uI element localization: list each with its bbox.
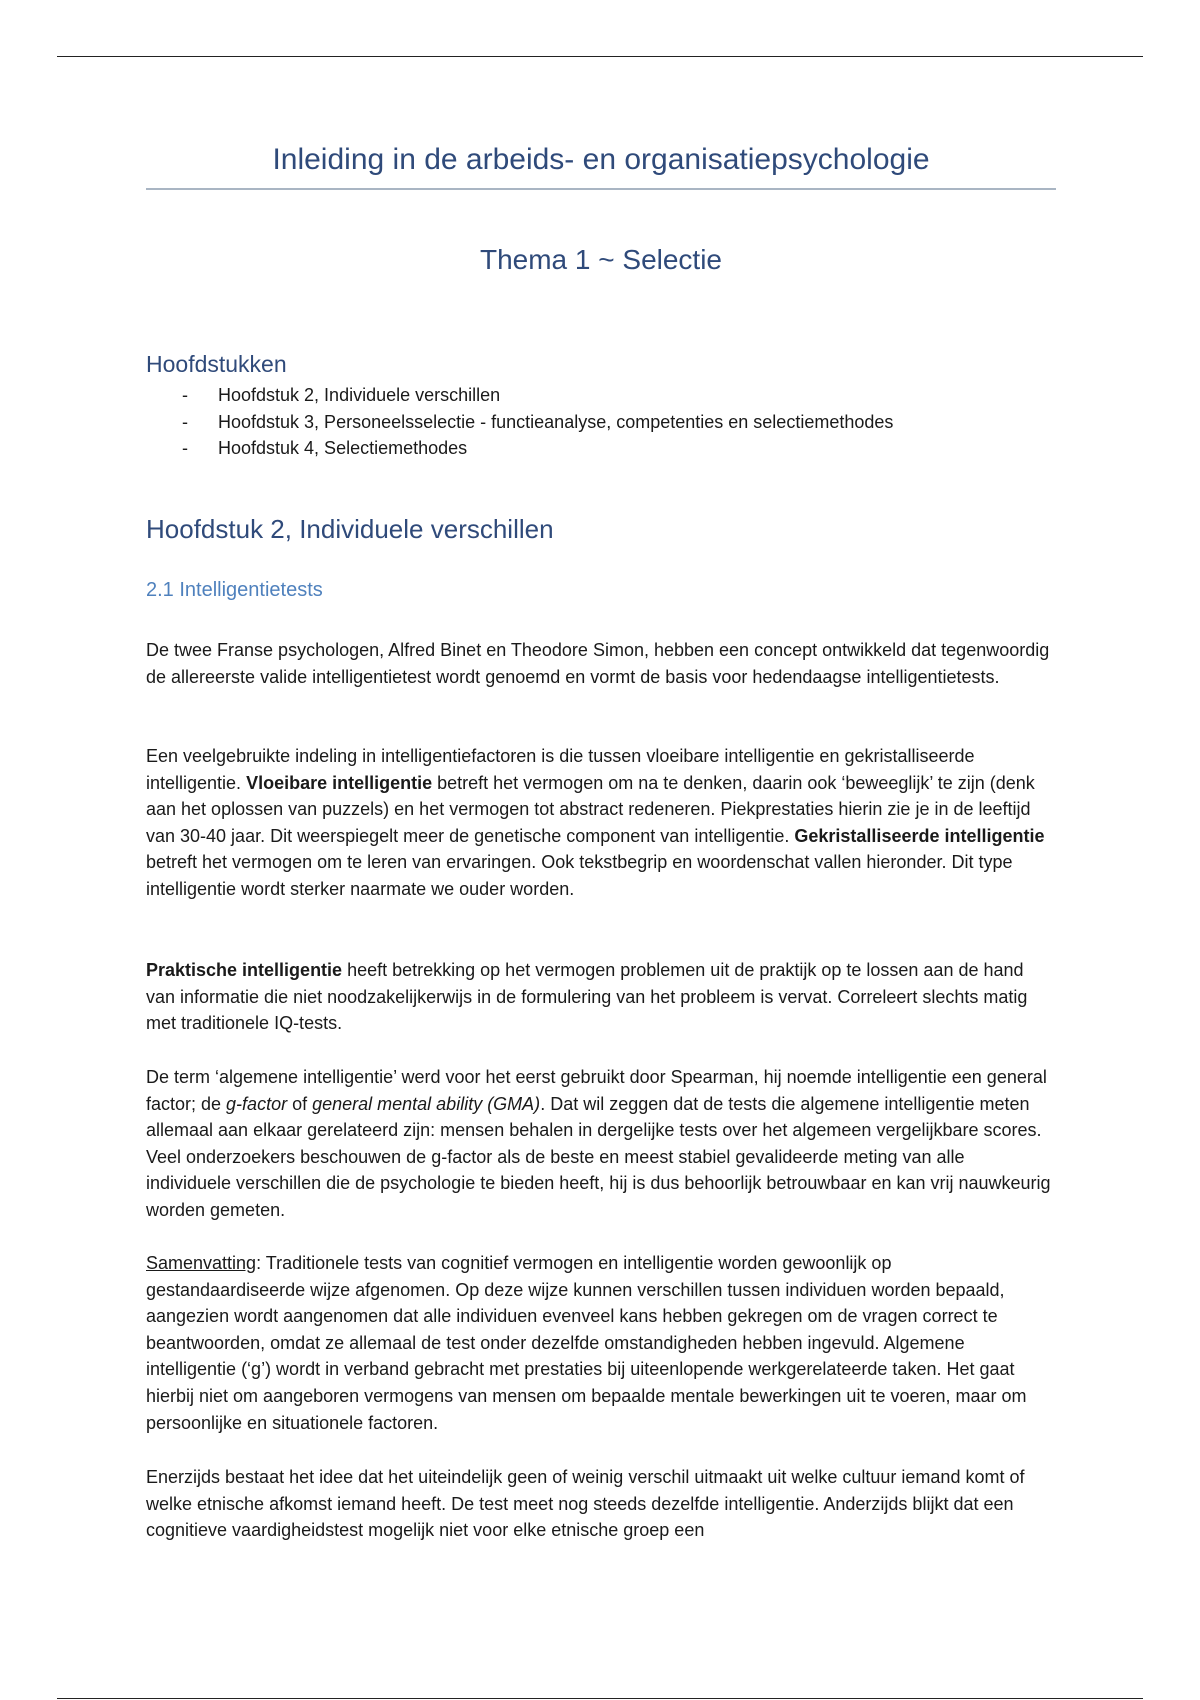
text-run: betreft het vermogen om na te denken, daarin ook ‘beweeglijk’ te zijn (denk aan het oplossen van puzzels) en het vermogen tot abstract redeneren. Piekprestaties hierin zie je in de leeftijd van 30-40 jaar. Dit weerspiegelt meer de genetische component van intelligentie.	[146, 772, 1035, 846]
paragraph-summary	[146, 1250, 1051, 1436]
text-run: . Dat wil zeggen dat de tests die algemene intelligentie meten allemaal aan elkaar gerelateerd zijn: mensen behalen in dergelijke tests over het algemeen vergelijkbare scores. Veel onderzoekers beschouwen de g-factor als de beste en meest stabiel gevalideerde meting van alle individuele verschillen die de psychologie te bieden heeft, hij is dus behoorlijk betrouwbaar en kan vrij nauwkeurig worden gemeten.	[146, 1093, 1051, 1220]
list-item-text: Hoofdstuk 2, Individuele verschillen	[218, 385, 501, 405]
title-underline	[146, 188, 1056, 190]
text-run: : Traditionele tests van cognitief vermogen en intelligentie worden gewoonlijk op gestandaardiseerde wijze afgenomen. Op deze wijze kunnen verschillen tussen individuen worden bepaald, aangezien wordt aangenomen dat alle individuen evenveel kans hebben gekregen om de vragen correct te beantwoorden, omdat ze allemaal de test onder dezelfde omstandigheden hebben ingevuld. Algemene intelligentie (‘g’) wordt in verband gebracht met prestaties bij uiteenlopende werkgerelateerde taken. Het gaat hierbij niet om aangeboren vermogens van mensen om bepaalde mentale bewerkingen uit te voeren, maar om persoonlijke en situationele factoren.	[146, 1253, 1027, 1433]
subsection-heading: 2.1 Intelligentietests	[146, 579, 323, 601]
chapters-heading: Hoofdstukken	[146, 351, 287, 377]
list-item	[146, 435, 893, 462]
list-item-text: Hoofdstuk 4, Selectiemethodes	[218, 438, 468, 458]
page-bottom-rule	[57, 1698, 1143, 1699]
text-run: heeft betrekking op het vermogen problemen uit de praktijk op te lossen aan de hand van informatie die niet noodzakelijkerwijs in de formulering van het probleem is vervat. Correleert slechts matig met traditionele IQ-tests.	[146, 960, 1028, 1034]
term-g-factor: g-factor	[226, 1093, 288, 1114]
term-gma: general mental ability (GMA)	[312, 1093, 541, 1114]
page-top-rule	[57, 56, 1143, 57]
list-bullet: -	[182, 438, 188, 458]
text-run: betreft het vermogen om te leren van ervaringen. Ook tekstbegrip en woordenschat vallen hieronder. Dit type intelligentie wordt sterker naarmate we ouder worden.	[146, 852, 1013, 899]
text-run: De term ‘algemene intelligentie’ werd voor het eerst gebruikt door Spearman, hij noemde intelligentie een general factor; de	[146, 1067, 1047, 1114]
paragraph-practical-intelligence	[146, 957, 1051, 1037]
list-bullet: -	[182, 385, 188, 405]
text-run: of	[287, 1093, 313, 1114]
list-bullet: -	[182, 411, 188, 432]
paragraph-fluid-crystallized	[146, 743, 1051, 903]
paragraph-general-intelligence	[146, 1064, 1051, 1224]
paragraph-binet-simon: De twee Franse psychologen, Alfred Binet en Theodore Simon, hebben een concept ontwikkeld dat tegenwoordig de allereerste valide intelligentietest wordt genoemd en vormt de basis voor hedendaagse intelligentietests.	[146, 640, 1050, 687]
list-item-text: Hoofdstuk 3, Personeelsselectie - functieanalyse, competenties en selectiemethodes	[218, 411, 894, 432]
section-heading: Hoofdstuk 2, Individuele verschillen	[146, 514, 554, 544]
text-run: Een veelgebruikte indeling in intelligentiefactoren is die tussen vloeibare intelligentie en gekristalliseerde intelligentie.	[146, 746, 975, 793]
term-crystallized-intelligence: Gekristalliseerde intelligentie	[794, 825, 1045, 846]
document-subtitle: Thema 1 ~ Selectie	[479, 244, 723, 275]
term-practical-intelligence: Praktische intelligentie	[146, 960, 343, 980]
chapter-list	[146, 382, 893, 462]
list-item	[146, 382, 893, 409]
term-fluid-intelligence: Vloeibare intelligentie	[246, 772, 433, 793]
document-title: Inleiding in de arbeids- en organisatiepsychologie	[272, 143, 930, 176]
list-item	[146, 409, 893, 436]
summary-label: Samenvatting	[146, 1253, 257, 1273]
paragraph-culture: Enerzijds bestaat het idee dat het uiteindelijk geen of weinig verschil uitmaakt uit welke cultuur iemand komt of welke etnische afkomst iemand heeft. De test meet nog steeds dezelfde intelligentie. Anderzijds blijkt dat een cognitieve vaardigheidstest mogelijk niet voor elke etnische groep een	[146, 1467, 1025, 1541]
